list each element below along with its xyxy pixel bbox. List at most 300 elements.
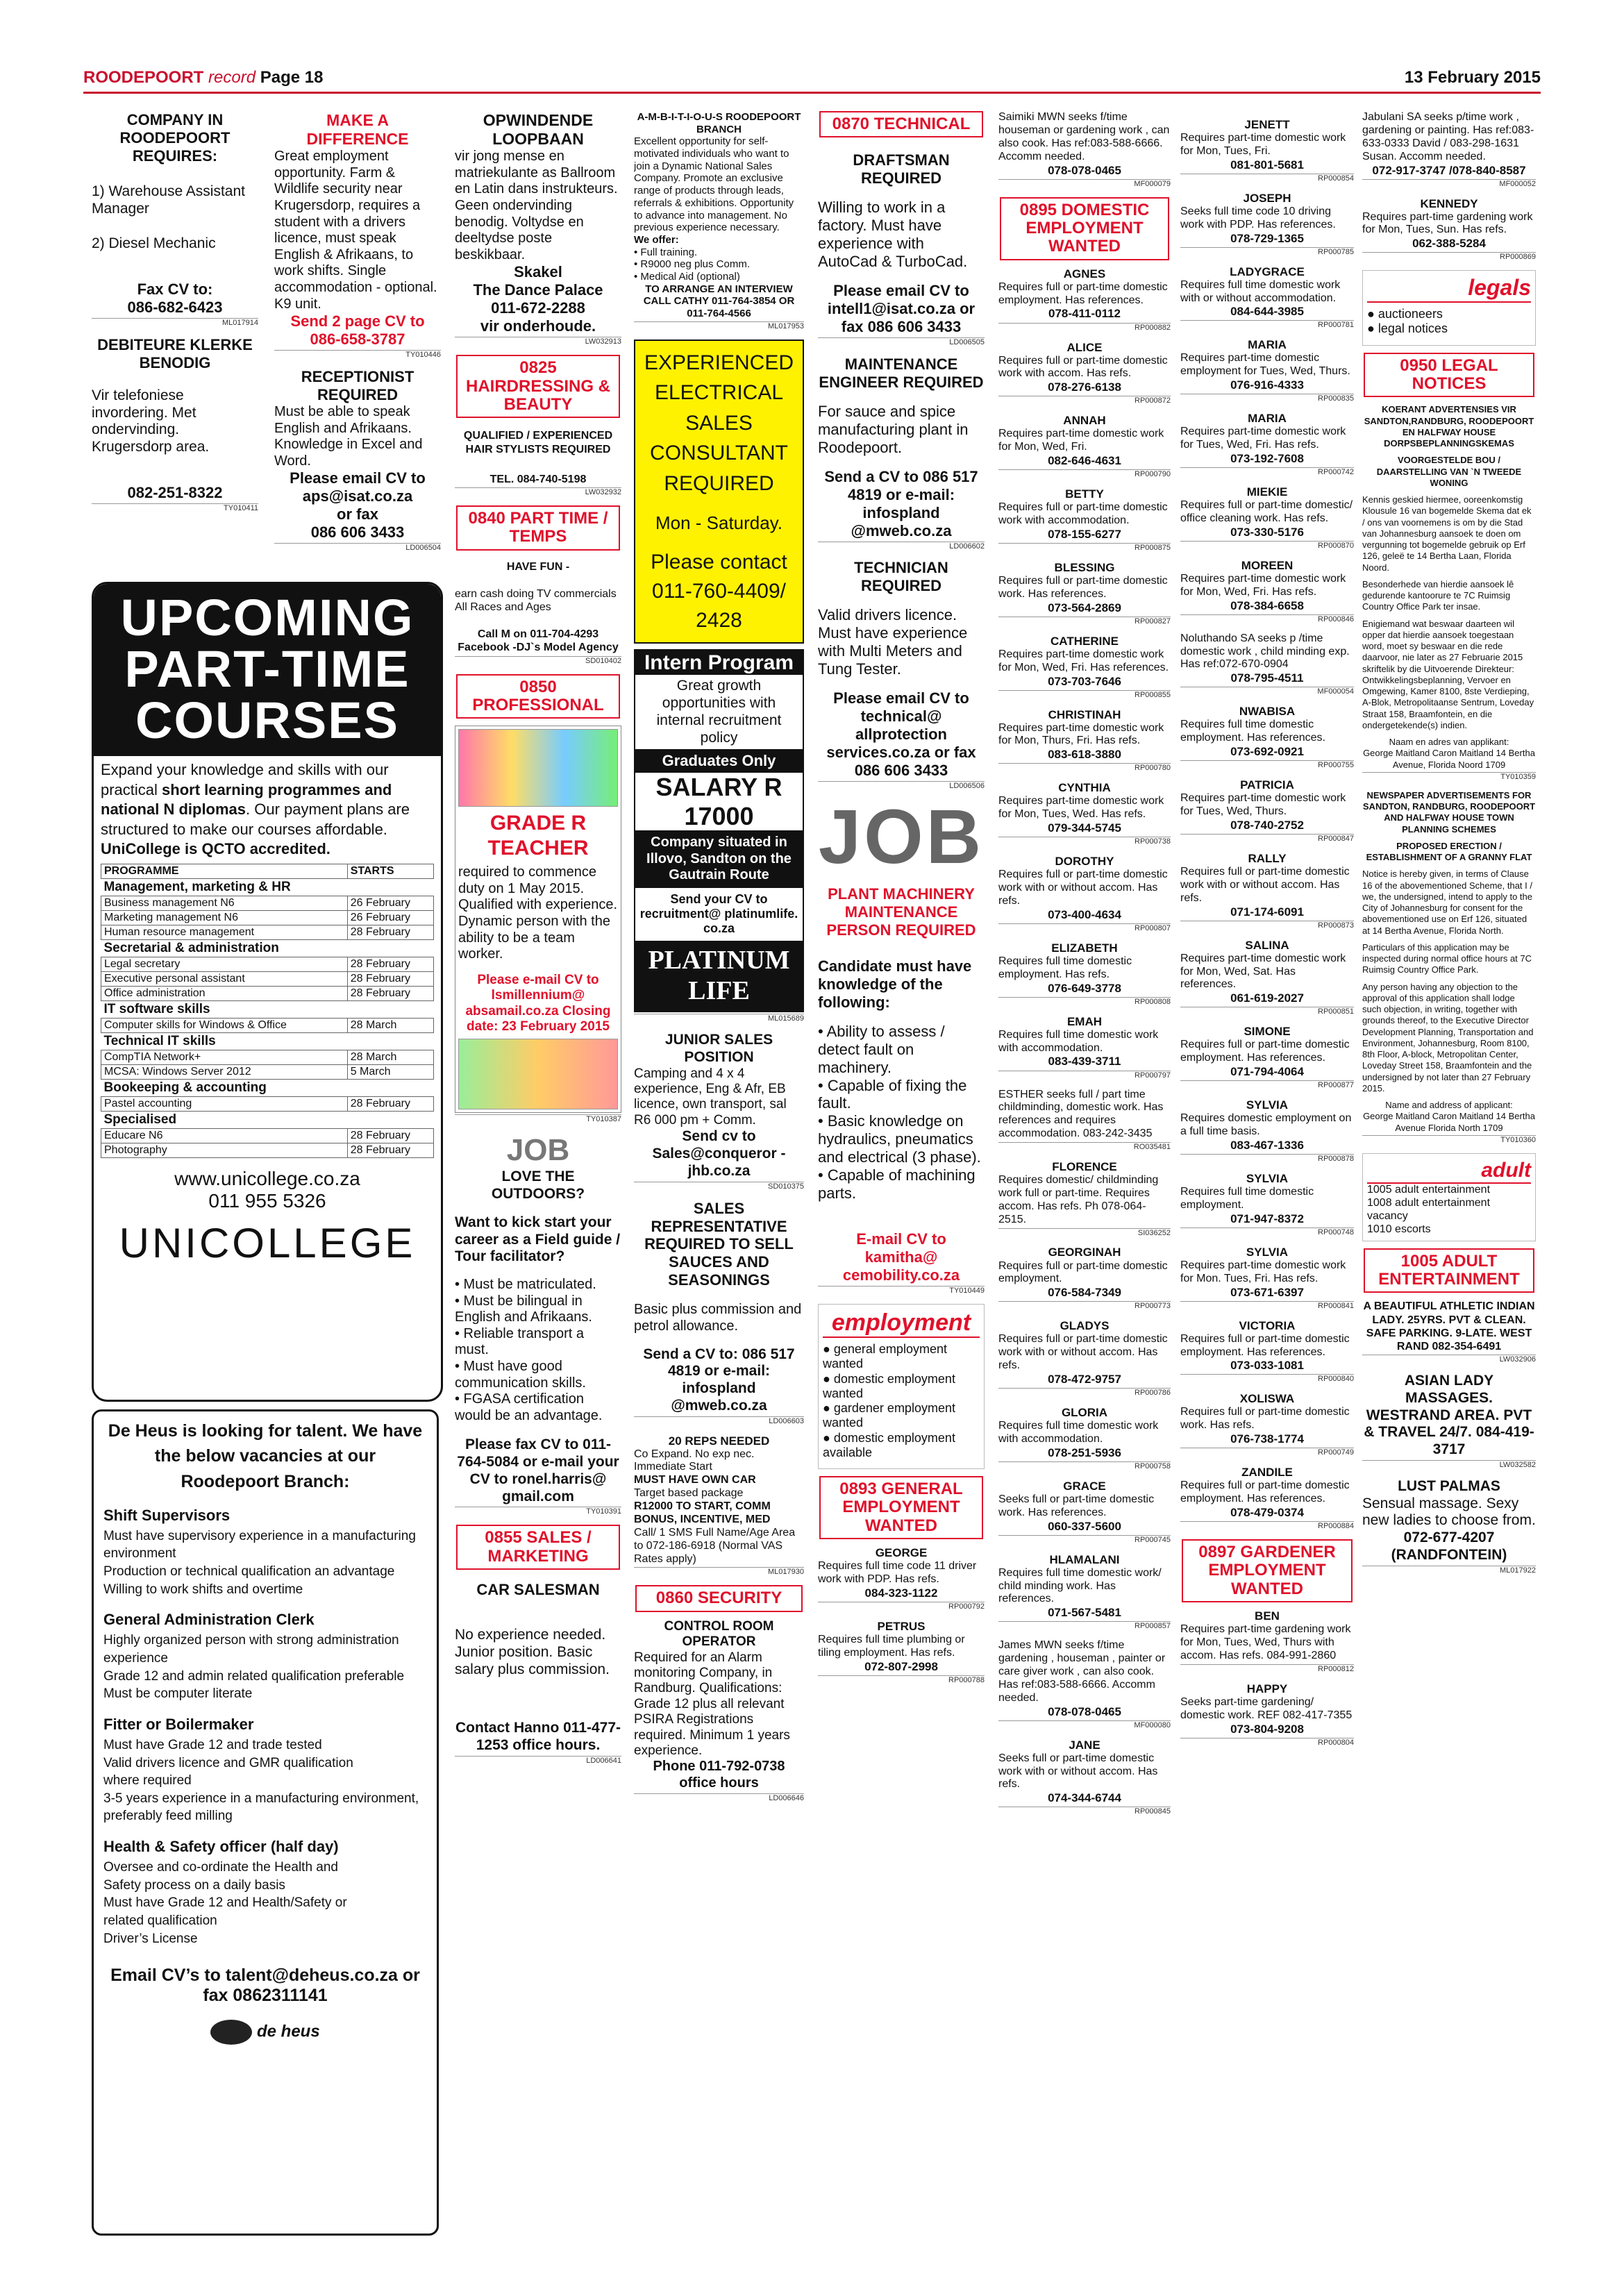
- person-phone: 084-323-1122: [864, 1586, 938, 1600]
- make-difference-cta: Send 2 page CV to 086-658-3787: [290, 312, 425, 349]
- employment-category-link[interactable]: ● domestic employment available: [823, 1431, 980, 1460]
- person-phone: 078-479-0374: [1230, 1506, 1304, 1519]
- legals-category-link[interactable]: ● legal notices: [1367, 321, 1531, 336]
- ad-ref: RP000855: [998, 690, 1171, 700]
- company-item-1: 1) Warehouse Assistant Manager: [92, 183, 245, 217]
- category-code: 1008: [1367, 1197, 1392, 1209]
- ad-ref: TY010446: [274, 350, 441, 360]
- job-requirement: Oversee and co-ordinate the Health and: [103, 1860, 338, 1875]
- bullet-item: • Ability to assess / detect fault on machinery.: [818, 1022, 945, 1076]
- lust-title: LUST PALMAS: [1398, 1477, 1500, 1494]
- ad-ref: RP000847: [1180, 834, 1354, 844]
- grade-r-title: GRADE R TEACHER: [487, 812, 589, 860]
- domestic-list-3: [1180, 118, 1354, 624]
- koerant-sub: VOORGESTELDE BOU / DAARSTELLING VAN `N TWEEDE WONING: [1376, 455, 1522, 488]
- job-requirement: Must have supervisory experience in a manufacturing environment: [103, 1528, 416, 1561]
- children-art-image-2: [458, 1039, 618, 1109]
- category-label: escorts: [1395, 1223, 1431, 1235]
- person-phone: 078-078-0465: [1048, 163, 1121, 177]
- table-row: [101, 1128, 434, 1143]
- person-name: PATRICIA: [1240, 778, 1294, 792]
- job-requirement: related qualification: [103, 1913, 217, 1928]
- grade-r-body: required to commence duty on 1 May 2015. Qualified with experience. Dynamic person with the ability to be a team worker.: [458, 864, 618, 962]
- bullet-item: • Must be matriculated.: [455, 1277, 596, 1293]
- bullet-item: • FGASA certification would be an advantage.: [455, 1391, 603, 1423]
- ad-ref: RP000773: [998, 1301, 1171, 1311]
- control-body: Required for an Alarm monitoring Company, in Randburg. Qualifications: Grade 12 plus all relevant PSIRA Registrations required. Minimum 1 years experience.: [634, 1650, 790, 1759]
- job-title: Health & Safety officer (half day): [103, 1838, 339, 1856]
- ad-ref: RP000807: [998, 923, 1171, 933]
- person-phone: 079-344-5745: [1048, 821, 1121, 835]
- reps-package: Target based package: [634, 1487, 744, 1500]
- person-body: Requires full or part-time domestic work with or without accom. Has refs.: [998, 869, 1168, 907]
- person-phone: 073-564-2869: [1048, 601, 1121, 614]
- column-3: [455, 111, 621, 2256]
- course-start: 28 February: [347, 1128, 433, 1143]
- company-item-2: 2) Diesel Mechanic: [92, 235, 216, 252]
- section-0950: 0950 LEGAL NOTICES: [1364, 353, 1534, 398]
- ad-ref: RP000854: [1180, 174, 1354, 183]
- ad-ref: RP000884: [1180, 1521, 1354, 1531]
- ad-ref: ML017914: [92, 318, 258, 328]
- make-difference-body: Great employment opportunity. Farm & Wildlife security near Krugersdorp, requires a student with a drivers licence, must speak English & Afrikaans, to work shifts. Single accommodation - optional. K9 unit.: [274, 149, 437, 312]
- person-name: HAPPY: [1246, 1682, 1288, 1695]
- ad-ref: RP000845: [998, 1807, 1171, 1816]
- person-phone: 078-384-6658: [1230, 598, 1304, 612]
- person-name: XOLISWA: [1239, 1392, 1295, 1406]
- course-name: Office administration: [101, 986, 348, 1000]
- adult-category-link[interactable]: [1367, 1223, 1531, 1237]
- adult-title: adult: [1367, 1158, 1531, 1184]
- opwindende-body: vir jong mense en matriekulante as Ballroom en Latin dans instrukteurs. Geen ondervinding benodig. Voltydse en deeltydse poste beskikbaar.: [455, 149, 618, 262]
- legals-category-link[interactable]: ● auctioneers: [1367, 307, 1531, 321]
- bullet-item: • Capable of fixing the fault.: [818, 1076, 967, 1112]
- newspaper-p1: Notice is hereby given, in terms of Clause 16 of the abovementioned Scheme, that I / we, the undersigned, intend to apply to the City of Johannesburg for consent for the abovementioned use on Erf 126, situated at 14 Bertha Avenue, Florida North.: [1362, 869, 1533, 936]
- person-body: Requires part-time domestic work for Mon, Tues, Wed. Has refs.: [998, 795, 1164, 821]
- person-body: Requires part-time domestic work for Mon, Thurs, Fri. Has refs.: [998, 721, 1164, 747]
- maintenance-title: MAINTENANCE ENGINEER REQUIRED: [819, 355, 984, 391]
- person-name: GRACE: [1063, 1479, 1106, 1493]
- person-name: MARIA: [1248, 338, 1287, 352]
- person-phone: 061-619-2027: [1230, 991, 1304, 1005]
- ad-ref: RP000870: [1180, 541, 1354, 551]
- bullet-item: • Capable of machining parts.: [818, 1166, 976, 1203]
- job-requirement: Highly organized person with strong administration experience: [103, 1633, 399, 1666]
- deheus-logo: de heus: [103, 2020, 427, 2045]
- section-0825: 0825 HAIRDRESSING & BEAUTY: [456, 355, 620, 418]
- job-requirement: Driver’s License: [103, 1931, 198, 1946]
- person-phone: 062-388-5284: [1412, 237, 1486, 251]
- ad-ref: RP000840: [1180, 1374, 1354, 1384]
- person-body: Requires full time domestic employment. Has refs.: [998, 955, 1132, 980]
- hair-tel: TEL. 084-740-5198: [489, 473, 587, 485]
- job-title: Fitter or Boilermaker: [103, 1715, 254, 1733]
- course-name: MCSA: Windows Server 2012: [101, 1064, 348, 1079]
- control-phone: Phone 011-792-0738 office hours: [653, 1759, 785, 1791]
- course-section: [101, 878, 434, 896]
- legals-list: [1367, 307, 1531, 336]
- person-name: JOSEPH: [1243, 191, 1291, 205]
- course-start: 28 March: [347, 1018, 433, 1032]
- ad-ref: RP000869: [1362, 252, 1536, 262]
- section-0897: 0897 GARDENER EMPLOYMENT WANTED: [1182, 1539, 1353, 1602]
- course-section-name: IT software skills: [101, 1000, 434, 1018]
- person-body: Requires part-time domestic work for Mon, Wed, Fri.: [998, 428, 1164, 453]
- bullet-item: • Reliable transport a must.: [455, 1325, 584, 1358]
- ad-ref: SI036252: [998, 1228, 1171, 1238]
- course-section: [101, 1111, 434, 1128]
- lust-phone: 072-677-4207 (RANDFONTEIN): [1391, 1530, 1507, 1564]
- ad-ref: RP000877: [1180, 1080, 1354, 1090]
- job-requirement: where required: [103, 1773, 192, 1788]
- plant-bullets: [818, 1023, 985, 1203]
- person-body: Requires full time domestic work with or without accommodation.: [1180, 278, 1341, 304]
- person-phone: 076-584-7349: [1048, 1286, 1121, 1300]
- lust-body: Sensual massage. Sexy new ladies to choose from.: [1362, 1495, 1536, 1529]
- person-phone: 073-671-6397: [1230, 1285, 1304, 1299]
- person-phone: 073-192-7608: [1230, 452, 1304, 466]
- newspaper-title: NEWSPAPER ADVERTISEMENTS FOR SANDTON, RANDBURG, ROODEPOORT AND HALFWAY HOUSE TOWN PLANNING SCHEMES: [1362, 789, 1536, 835]
- deheus-jobs: [103, 1507, 427, 1948]
- person-body: Requires full time domestic work with accommodation.: [998, 1420, 1159, 1445]
- receptionist-title: RECEPTIONIST REQUIRED: [301, 368, 415, 404]
- employment-category-link[interactable]: ● general employment wanted: [823, 1342, 980, 1371]
- ad-ref: RP000788: [818, 1675, 985, 1685]
- ad-ref: ML015689: [634, 1014, 804, 1023]
- course-start: 28 February: [347, 1096, 433, 1111]
- course-name: Human resource management: [101, 925, 348, 939]
- issue-date: 13 February 2015: [1404, 68, 1541, 87]
- deheus-logo-mark: [210, 2020, 252, 2045]
- section-0850: 0850 PROFESSIONAL: [456, 674, 620, 719]
- ad-ref: RP000745: [998, 1535, 1171, 1545]
- job-requirement: Valid drivers licence and GMR qualification: [103, 1755, 353, 1770]
- course-table: [101, 864, 434, 1158]
- course-start: 28 February: [347, 986, 433, 1000]
- table-row: [101, 986, 434, 1000]
- person-name: SYLVIA: [1246, 1245, 1289, 1259]
- person-body: Requires full or part-time domestic work with or without accom. Has refs.: [998, 1333, 1168, 1372]
- outdoors-title: LOVE THE OUTDOORS?: [491, 1168, 585, 1202]
- ad-ref: LW032582: [1362, 1460, 1536, 1470]
- job-requirement: Grade 12 and admin related qualification preferable: [103, 1668, 405, 1684]
- adult-list: [1367, 1184, 1531, 1237]
- column-8: [1362, 111, 1536, 2256]
- draftsman-body: Willing to work in a factory. Must have experience with AutoCad & TurboCad.: [818, 199, 968, 271]
- unicollege-ad: [92, 582, 443, 1402]
- outdoors-bullets: [455, 1277, 621, 1424]
- job-title: Shift Supervisors: [103, 1506, 231, 1524]
- person-body: Requires part-time domestic work for Mon, Tues, Fri.: [1180, 132, 1346, 157]
- person-body: Requires full or part-time domestic/ office cleaning work. Has refs.: [1180, 499, 1353, 524]
- course-section-name: Bookeeping & accounting: [101, 1079, 434, 1096]
- junior-title: JUNIOR SALES POSITION: [664, 1032, 773, 1065]
- person-phone: 073-692-0921: [1230, 745, 1304, 759]
- person-body: Requires full or part-time domestic employment.: [998, 1259, 1168, 1285]
- receptionist-body: Must be able to speak English and Afrikaans. Knowledge in Excel and Word.: [274, 403, 423, 469]
- person-name: CYNTHIA: [1058, 781, 1111, 795]
- children-art-image: [458, 729, 618, 807]
- plant-title: PLANT MACHINERY MAINTENANCE PERSON REQUIRED: [826, 885, 976, 939]
- category-label: adult entertainment: [1395, 1184, 1491, 1196]
- ad-ref: LD006504: [274, 543, 441, 553]
- outdoors-question: Want to kick start your career as a Field guide / Tour facilitator?: [455, 1214, 621, 1265]
- job-requirement: Safety process on a daily basis: [103, 1877, 285, 1893]
- course-section-name: Management, marketing & HR: [101, 878, 434, 896]
- person-body: Requires full or part-time domestic employment. Has references.: [1180, 1480, 1350, 1505]
- ad-ref: SD010375: [634, 1182, 804, 1191]
- course-start: 5 March: [347, 1064, 433, 1079]
- person-body: Requires full or part-time domestic employment. Has references.: [1180, 1332, 1350, 1358]
- draftsman-cta: Please email CV to intell1@isat.co.za or fax 086 606 3433: [827, 282, 976, 336]
- person-name: ELIZABETH: [1051, 941, 1118, 955]
- employment-index: [818, 1304, 985, 1469]
- person-name: GLORIA: [1061, 1405, 1108, 1419]
- ad-ref: RP000792: [818, 1602, 985, 1611]
- fun-body: earn cash doing TV commercials All Races and Ages: [455, 587, 617, 614]
- plant-question: Candidate must have knowledge of the following:: [818, 957, 972, 1011]
- person-name: MIEKIE: [1246, 485, 1288, 499]
- receptionist-or: or fax: [337, 505, 378, 523]
- car-contact: Contact Hanno 011-477-1253 office hours.: [455, 1720, 621, 1754]
- person-body: Seeks full time code 10 driving work with PDP. Has references.: [1180, 205, 1336, 231]
- ad-ref: TY010391: [455, 1507, 621, 1516]
- legals-title: legals: [1367, 275, 1531, 303]
- course-name: Executive personal assistant: [101, 971, 348, 986]
- reps-car: MUST HAVE OWN CAR: [634, 1474, 756, 1486]
- person-body: Seeks full or part-time domestic work with or without accom. Has refs.: [998, 1752, 1158, 1791]
- person-name: GLADYS: [1060, 1319, 1110, 1333]
- control-title: CONTROL ROOM OPERATOR: [664, 1618, 774, 1650]
- fun-call: Call M on 011-704-4293 Facebook -DJ`s Model Agency: [458, 628, 619, 654]
- ad-ref: TY010387: [455, 1114, 621, 1124]
- person-phone: 072-807-2998: [864, 1659, 938, 1673]
- employment-list: [823, 1342, 980, 1460]
- offer-item: • Full training.: [634, 246, 698, 258]
- technician-body: Valid drivers licence. Must have experience with Multi Meters and Tung Tester.: [818, 606, 968, 678]
- unicollege-phone: 011 955 5326: [208, 1189, 326, 1212]
- newspaper-sub: PROPOSED ERECTION / ESTABLISHMENT OF A GRANNY FLAT: [1366, 840, 1532, 863]
- reps-call: Call/ 1 SMS Full Name/Age Area to 072-186-6918 (Normal VAS Rates apply): [634, 1526, 796, 1565]
- ad-ref: LW032906: [1362, 1355, 1536, 1364]
- course-start: 26 February: [347, 910, 433, 925]
- person-phone: 073-033-1081: [1230, 1359, 1304, 1373]
- employment-category-link[interactable]: ● gardener employment wanted: [823, 1401, 980, 1430]
- newspaper-p4: Name and address of applicant:: [1385, 1100, 1513, 1111]
- person-body: Requires full time domestic employment. Has references.: [1180, 719, 1325, 744]
- intern-where: Company situated in Illovo, Sandton on the Gautrain Route: [635, 830, 803, 888]
- course-name: Business management N6: [101, 896, 348, 910]
- outdoors-cta: Please fax CV to 011-764-5084 or e-mail your CV to ronel.harris@ gmail.com: [457, 1436, 619, 1505]
- unicollege-logo: UNICOLLEGE: [119, 1219, 416, 1266]
- person-body: Requires part-time domestic work for Mon, Wed, Fri. Has refs.: [1180, 572, 1346, 598]
- legals-index: [1362, 270, 1536, 345]
- person-body: James MWN seeks f/time gardening , houseman , painter or care giver work , can also cook. Has ref:083-588-6666. Accomm needed.: [998, 1639, 1166, 1704]
- adult-category-link[interactable]: [1367, 1184, 1531, 1197]
- person-name: NWABISA: [1239, 705, 1296, 719]
- newspaper-p3: Any person having any objection to the approval of this application shall lodge such objection, in writing, together with grounds thereof, to the Executive Director Development Planning, Transportation and Environment, Johannesburg, Room 8100, 8th Floor, A-block, Metropolitan Center, Loveday Street 158, Braamfontein and the undersigned by not later than 27 February 2015.: [1362, 981, 1534, 1093]
- deheus-ad: [92, 1409, 439, 2236]
- koerant-p2: Besonderhede van hierdie aansoek lê gedurende kantoorure te 7C Ruimsig Country Office Park ter insae.: [1362, 578, 1514, 612]
- ad-ref: SD010402: [455, 656, 621, 666]
- table-row: [101, 1143, 434, 1157]
- person-phone: 071-794-4064: [1230, 1065, 1304, 1079]
- person-phone: 076-916-4333: [1230, 378, 1304, 392]
- course-name: Marketing management N6: [101, 910, 348, 925]
- unicollege-title: UPCOMING PART-TIME COURSES: [94, 584, 441, 756]
- ad-ref: RP000785: [1180, 247, 1354, 257]
- person-name: MOREEN: [1241, 558, 1294, 572]
- person-body: Requires full time code 11 driver work with PDP. Has refs.: [818, 1560, 977, 1586]
- person-name: KENNEDY: [1420, 196, 1478, 210]
- ad-ref: RP000758: [998, 1461, 1171, 1471]
- ad-ref: RP000804: [1180, 1738, 1354, 1748]
- reps-pay: R12000 TO START, COMM BONUS, INCENTIVE, MED: [634, 1500, 771, 1525]
- offer-item: • Medical Aid (optional): [634, 270, 740, 283]
- koerant-address: George Maitland Caron Maitland 14 Bertha Avenue, Florida Noord 1709: [1363, 748, 1535, 770]
- course-name: Educare N6: [101, 1128, 348, 1143]
- deheus-title: De Heus is looking for talent. We have the below vacancies at our Roodepoort Branch:: [108, 1421, 423, 1491]
- koerant-p3: Enigiemand wat beswaar daarteen wil opper dat hierdie aansoek toegestaan word, moet sy beswaar en die rede daarvoor, nie later as 27 Februarie 2015 skriftelik by die Uitvoerende Direkteur: Ontwikkelingsbeplanning, Vervoer en Omgewing, Kamer 8100, 8ste Verdieping, A-Blok, Metropolitaanse Sentrum, Loveday Straat 158, Braamfontein, en die ondergetekende(s) indien.: [1362, 618, 1534, 730]
- ad-ref: RP000797: [998, 1071, 1171, 1080]
- company-ad-title: COMPANY IN ROODEPOORT REQUIRES:: [119, 111, 231, 165]
- receptionist-fax: 086 606 3433: [310, 523, 405, 542]
- person-phone: 078-740-2752: [1230, 818, 1304, 832]
- maintenance-cta: Send a CV to 086 517 4819 or e-mail: infospland @mweb.co.za: [824, 467, 978, 539]
- bullet-item: • Must be bilingual in English and Afrikaans.: [455, 1293, 592, 1325]
- column-7: [1180, 111, 1354, 2256]
- person-phone: 073-703-7646: [1048, 674, 1121, 688]
- ad-ref: LD006641: [455, 1756, 621, 1766]
- athletic-ad: A BEAUTIFUL ATHLETIC INDIAN LADY. 25YRS. PVT & CLEAN. SAFE PARKING. 9-LATE. WEST RAND 082-354-6491: [1363, 1300, 1535, 1352]
- ad-ref: RP000738: [998, 837, 1171, 846]
- section-0860: 0860 SECURITY: [635, 1585, 803, 1611]
- person-phone: 071-174-6091: [1230, 905, 1304, 919]
- newspaper-address: George Maitland Caron Maitland 14 Bertha Avenue Florida North 1709: [1363, 1111, 1535, 1133]
- course-section-name: Technical IT skills: [101, 1032, 434, 1050]
- domestic-list-1: [998, 267, 1171, 1080]
- ad-ref: RO035481: [998, 1142, 1171, 1152]
- technician-title: TECHNICIAN REQUIRED: [854, 559, 948, 595]
- unicollege-intro: Expand your knowledge and skills with our practical short learning programmes and national N diplomas. Our payment plans are structured to make our courses affordable. UniCollege is QCTO accredited.: [101, 761, 410, 858]
- maintenance-body: For sauce and spice manufacturing plant in Roodepoort.: [818, 402, 969, 456]
- deheus-email: Email CV’s to talent@deheus.co.za or fax 0862311141: [110, 1966, 420, 2006]
- person-name: ALICE: [1066, 340, 1103, 354]
- person-body: Jabulani SA seeks p/time work , gardening or painting. Has ref:083-633-0333 David / 083-298-1631 Susan. Accomm needed.: [1362, 111, 1534, 162]
- ad-ref: MF000079: [998, 179, 1171, 189]
- person-phone: 073-400-4634: [1048, 907, 1121, 921]
- course-name: Computer skills for Windows & Office: [101, 1018, 348, 1032]
- employment-title: employment: [823, 1309, 980, 1338]
- unicollege-accredited: UniCollege is QCTO accredited.: [101, 840, 330, 858]
- section-1005: 1005 ADULT ENTERTAINMENT: [1364, 1248, 1534, 1293]
- person-name: SIMONE: [1244, 1025, 1291, 1039]
- bullet-item: • Basic knowledge on hydraulics, pneumatics and electrical (3 phase).: [818, 1112, 981, 1166]
- table-row: [101, 971, 434, 986]
- ad-ref: RP000742: [1180, 467, 1354, 477]
- ad-ref: TY010411: [92, 503, 258, 513]
- person-body: Requires full time domestic work with accommodation.: [998, 1028, 1159, 1054]
- job-graphic-large: JOB: [818, 794, 985, 880]
- koerant-title: KOERANT ADVERTENSIES VIR SANDTON,RANDBURG, ROODEPOORT EN HALFWAY HOUSE DORPSBEPLANNINGSKEMAS: [1364, 404, 1534, 449]
- fun-title: HAVE FUN -: [506, 560, 570, 573]
- bullet-item: • Must have good communication skills.: [455, 1359, 586, 1391]
- electrical-title: EXPERIENCED ELECTRICAL SALES CONSULTANT REQUIRED: [644, 351, 794, 495]
- ad-ref: ML017953: [634, 321, 804, 331]
- person-phone: 071-947-8372: [1230, 1212, 1304, 1225]
- ad-ref: RP000857: [998, 1621, 1171, 1631]
- person-phone: 078-155-6277: [1048, 527, 1121, 541]
- company-fax-number: 086-682-6423: [127, 299, 223, 317]
- person-body: Requires part-time domestic work for Mon, Wed, Sat. Has references.: [1180, 952, 1346, 991]
- person-phone: 078-078-0465: [1048, 1704, 1121, 1718]
- table-row: [101, 910, 434, 925]
- opwindende-sign: Skakel: [514, 263, 562, 281]
- person-phone: 071-567-5481: [1048, 1606, 1121, 1620]
- person-name: BEN: [1255, 1609, 1280, 1623]
- course-section-name: Secretarial & administration: [101, 939, 434, 957]
- person-body: Requires full or part-time domestic work with or without accom. Has refs.: [1180, 866, 1350, 904]
- course-start: 28 February: [347, 971, 433, 986]
- course-name: Legal secretary: [101, 957, 348, 971]
- person-name: CHRISTINAH: [1048, 707, 1121, 721]
- ad-ref: RP000755: [1180, 760, 1354, 770]
- section-0893: 0893 GENERAL EMPLOYMENT WANTED: [819, 1476, 983, 1539]
- person-body: Requires part-time domestic employment for Tues, Wed, Thurs.: [1180, 352, 1350, 378]
- person-body: Requires full or part-time domestic work. Has references.: [998, 574, 1168, 600]
- course-section: [101, 939, 434, 957]
- sauce-body: Basic plus commission and petrol allowance.: [634, 1302, 802, 1334]
- course-start: 28 February: [347, 925, 433, 939]
- ad-ref: RP000872: [998, 396, 1171, 405]
- ad-ref: TY010360: [1362, 1135, 1536, 1145]
- table-row: [101, 957, 434, 971]
- adult-category-link[interactable]: [1367, 1197, 1531, 1223]
- ad-ref: RP000808: [998, 997, 1171, 1007]
- ad-ref: RP000851: [1180, 1007, 1354, 1016]
- person-phone: 073-330-5176: [1230, 525, 1304, 539]
- person-name: GEORGINAH: [1048, 1246, 1121, 1259]
- person-name: BETTY: [1065, 487, 1104, 501]
- course-section-name: Specialised: [101, 1111, 434, 1128]
- adult-index: [1362, 1153, 1536, 1241]
- opwindende-company: The Dance Palace: [473, 281, 603, 299]
- person-name: SYLVIA: [1246, 1171, 1289, 1185]
- ad-ref: LW032913: [455, 337, 621, 346]
- person-phone: 060-337-5600: [1048, 1519, 1121, 1533]
- section-0870: 0870 TECHNICAL: [819, 111, 983, 137]
- ad-ref: ML017922: [1362, 1566, 1536, 1575]
- person-phone: 073-804-9208: [1230, 1722, 1304, 1736]
- ad-ref: RP000781: [1180, 320, 1354, 330]
- person-phone: 083-467-1336: [1230, 1138, 1304, 1152]
- person-phone: 081-801-5681: [1230, 158, 1304, 171]
- car-title: CAR SALESMAN: [476, 1581, 600, 1599]
- category-code: 1005: [1367, 1184, 1392, 1196]
- person-name: RALLY: [1248, 851, 1287, 865]
- job-graphic: JOB: [506, 1133, 570, 1168]
- person-phone: 074-344-6744: [1048, 1791, 1121, 1805]
- ad-ref: RP000873: [1180, 921, 1354, 930]
- amb-body: Excellent opportunity for self-motivated individuals who want to join a Dynamic National Sales Company. Promote an exclusive range of products through leads, referrals & exhibitions. Opportunity to advance into management. No previous experience necessary.: [634, 135, 794, 234]
- opwindende-alt: vir onderhoude.: [480, 317, 596, 335]
- ad-ref: LD006646: [634, 1793, 804, 1803]
- koerant-p1: Kennis geskied hiermee, ooreenkomstig Klousule 16 van bogemelde Skema dat ek / ons van voornemens is om by die Stad van Johannesburg aansoek te doen om vergunning tot bogemelde gebruik op Erf 126, geleë te 14 Bertha Laan, Florida Noord.: [1362, 494, 1532, 573]
- ad-ref: RP000812: [1180, 1664, 1354, 1674]
- amb-cta: TO ARRANGE AN INTERVIEW CALL CATHY 011-764-3854 OR 011-764-4566: [643, 283, 795, 319]
- platinum-logo: PLATINUM LIFE: [635, 941, 803, 1012]
- employment-category-link[interactable]: ● domestic employment wanted: [823, 1372, 980, 1401]
